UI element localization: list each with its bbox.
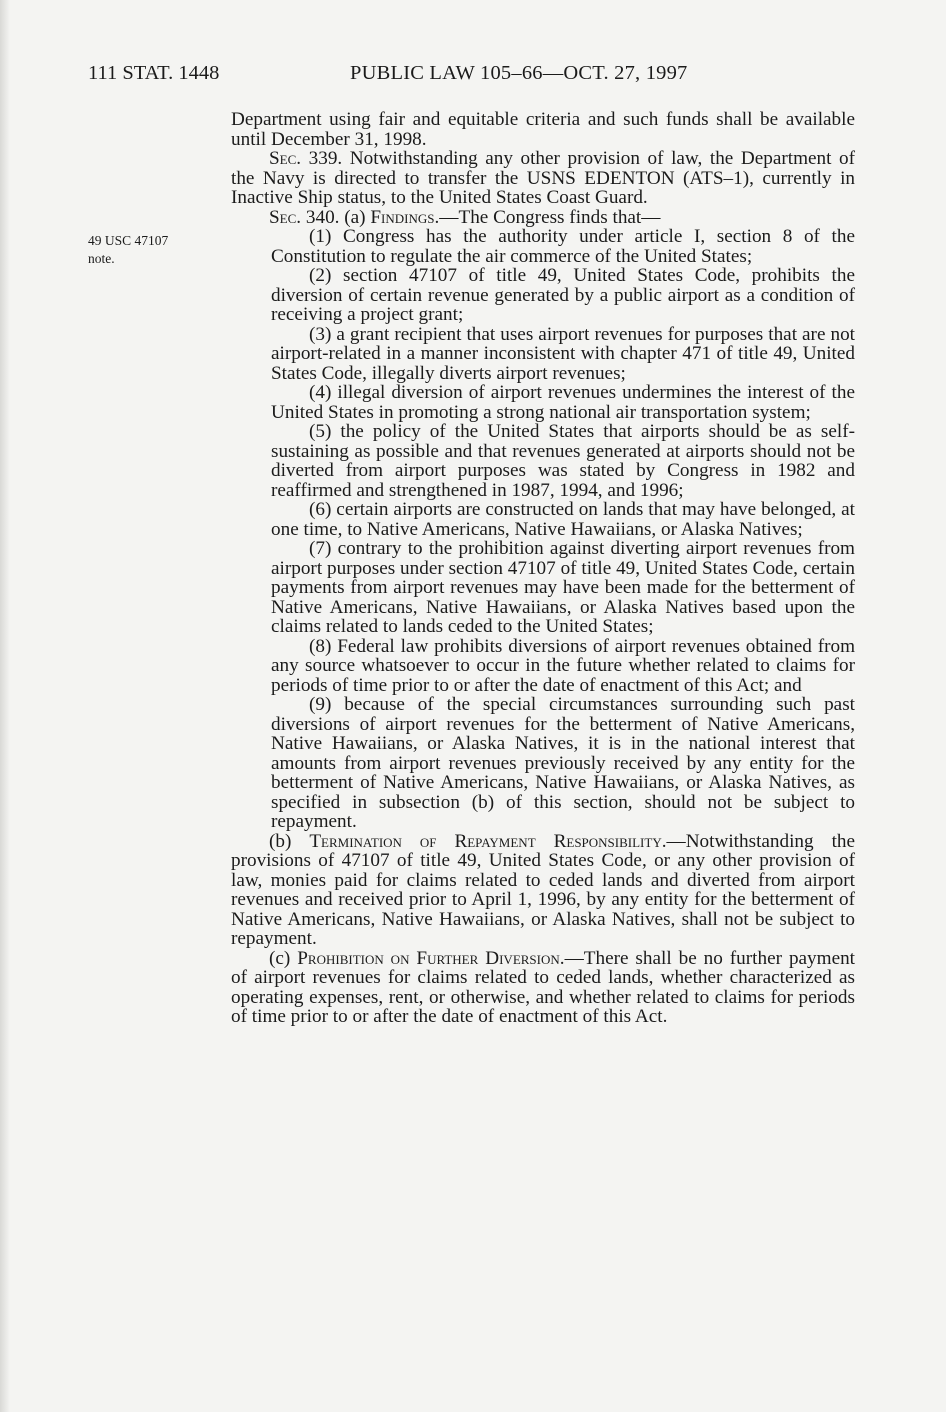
- finding-3: (3) a grant recipient that uses airport revenues for purposes that are not airport-related in a manner inconsistent with chapter 471 of title 49, United States Code, illegally diverts airport revenues;: [271, 323, 855, 384]
- margin-citation: 49 USC 47107: [88, 233, 169, 248]
- finding-6: (6) certain airports are constructed on lands that may have belonged, at one time, to Native Americans, Native Hawaiians, or Alaska Natives;: [271, 499, 855, 540]
- subsection-b-text: —Notwithstanding the provisions of 47107 of title 49, United States Code, or any other provision of law, monies paid for claims related to ceded lands and diverted from airport revenues and received prior to April 1, 1996, by any entity for the betterment of Native Americans, Native Hawaiians, or Alaska Natives, shall not be subject to repayment.: [231, 830, 856, 949]
- margin-note: [88, 232, 218, 268]
- finding-5: (5) the policy of the United States that airports should be as self-sustaining as possible and that revenues generated at airports should not be diverted from airport purposes was stated by Congress in 1982 and reaffirmed and strengthened in 1987, 1994, and 1996;: [271, 421, 855, 501]
- section-339: [231, 149, 855, 208]
- subsection-c-label: (c): [269, 947, 298, 969]
- finding-7: (7) contrary to the prohibition against diverting airport revenues from airport purposes under section 47107 of title 49, United States Code, certain payments from airport revenues may have been made for the betterment of Native Americans, Native Hawaiians, or Alaska Natives based upon the claims related to lands ceded to the United States;: [271, 538, 855, 637]
- finding-1: (1) Congress has the authority under article I, section 8 of the Constitution to regulate the air commerce of the United States;: [271, 226, 855, 267]
- finding-4: (4) illegal diversion of airport revenues undermines the interest of the United States in promoting a strong national air transportation system;: [271, 382, 855, 423]
- finding-9: (9) because of the special circumstances surrounding such past diversions of airport revenues for the betterment of Native Americans, Native Hawaiians, or Alaska Natives, it is in the national interest that amounts from airport revenues previously received by any entity for the betterment of Native Americans, Native Hawaiians, or Alaska Natives, as specified in subsection (b) of this section, should not be subject to repayment.: [271, 694, 855, 832]
- running-head: [88, 62, 768, 88]
- subsection-c: [231, 949, 855, 1027]
- stat-reference: 111 STAT. 1448: [88, 62, 220, 84]
- subsection-a-label: (a): [339, 206, 371, 228]
- finding-2: (2) section 47107 of title 49, United States Code, prohibits the diversion of certain revenue generated by a public airport as a condition of receiving a project grant;: [271, 265, 855, 325]
- subsection-a-text: —The Congress finds that—: [439, 206, 661, 228]
- section-340-label: Sec. 340.: [269, 206, 340, 228]
- section-339-label: Sec. 339.: [269, 148, 343, 169]
- section-339-text: Notwithstanding any other provision of law, the Department of the Navy is directed to transfer the USNS EDENTON (ATS–1), currently in Inactive Ship status, to the United States Coast Guard.: [231, 148, 855, 208]
- subsection-b-label: (b): [269, 830, 310, 852]
- page-edge: [0, 0, 10, 1412]
- subsection-b: [231, 832, 855, 949]
- subsection-a-heading: Findings.: [370, 206, 440, 228]
- section-340: [231, 208, 855, 228]
- finding-8: (8) Federal law prohibits diversions of airport revenues obtained from any source whatsoever to occur in the future whether related to claims for periods of time prior to or after the date of enactment of this Act; and: [271, 635, 855, 696]
- subsection-b-heading: Termination of Repayment Responsibility.: [309, 830, 667, 852]
- subsection-c-heading: Prohibition on Further Diversion.: [297, 947, 565, 969]
- margin-note-text: note.: [88, 251, 115, 266]
- law-title: PUBLIC LAW 105–66—OCT. 27, 1997: [350, 62, 688, 84]
- subsection-c-text: —There shall be no further payment of airport revenues for claims related to ceded lands, whether characterized as operating expenses, rent, or otherwise, and whether related to claims for periods of time prior to or after the date of enactment of this Act.: [231, 947, 856, 1027]
- continued-paragraph: Department using fair and equitable criteria and such funds shall be available until December 31, 1998.: [231, 109, 855, 150]
- body-text: [231, 110, 855, 1027]
